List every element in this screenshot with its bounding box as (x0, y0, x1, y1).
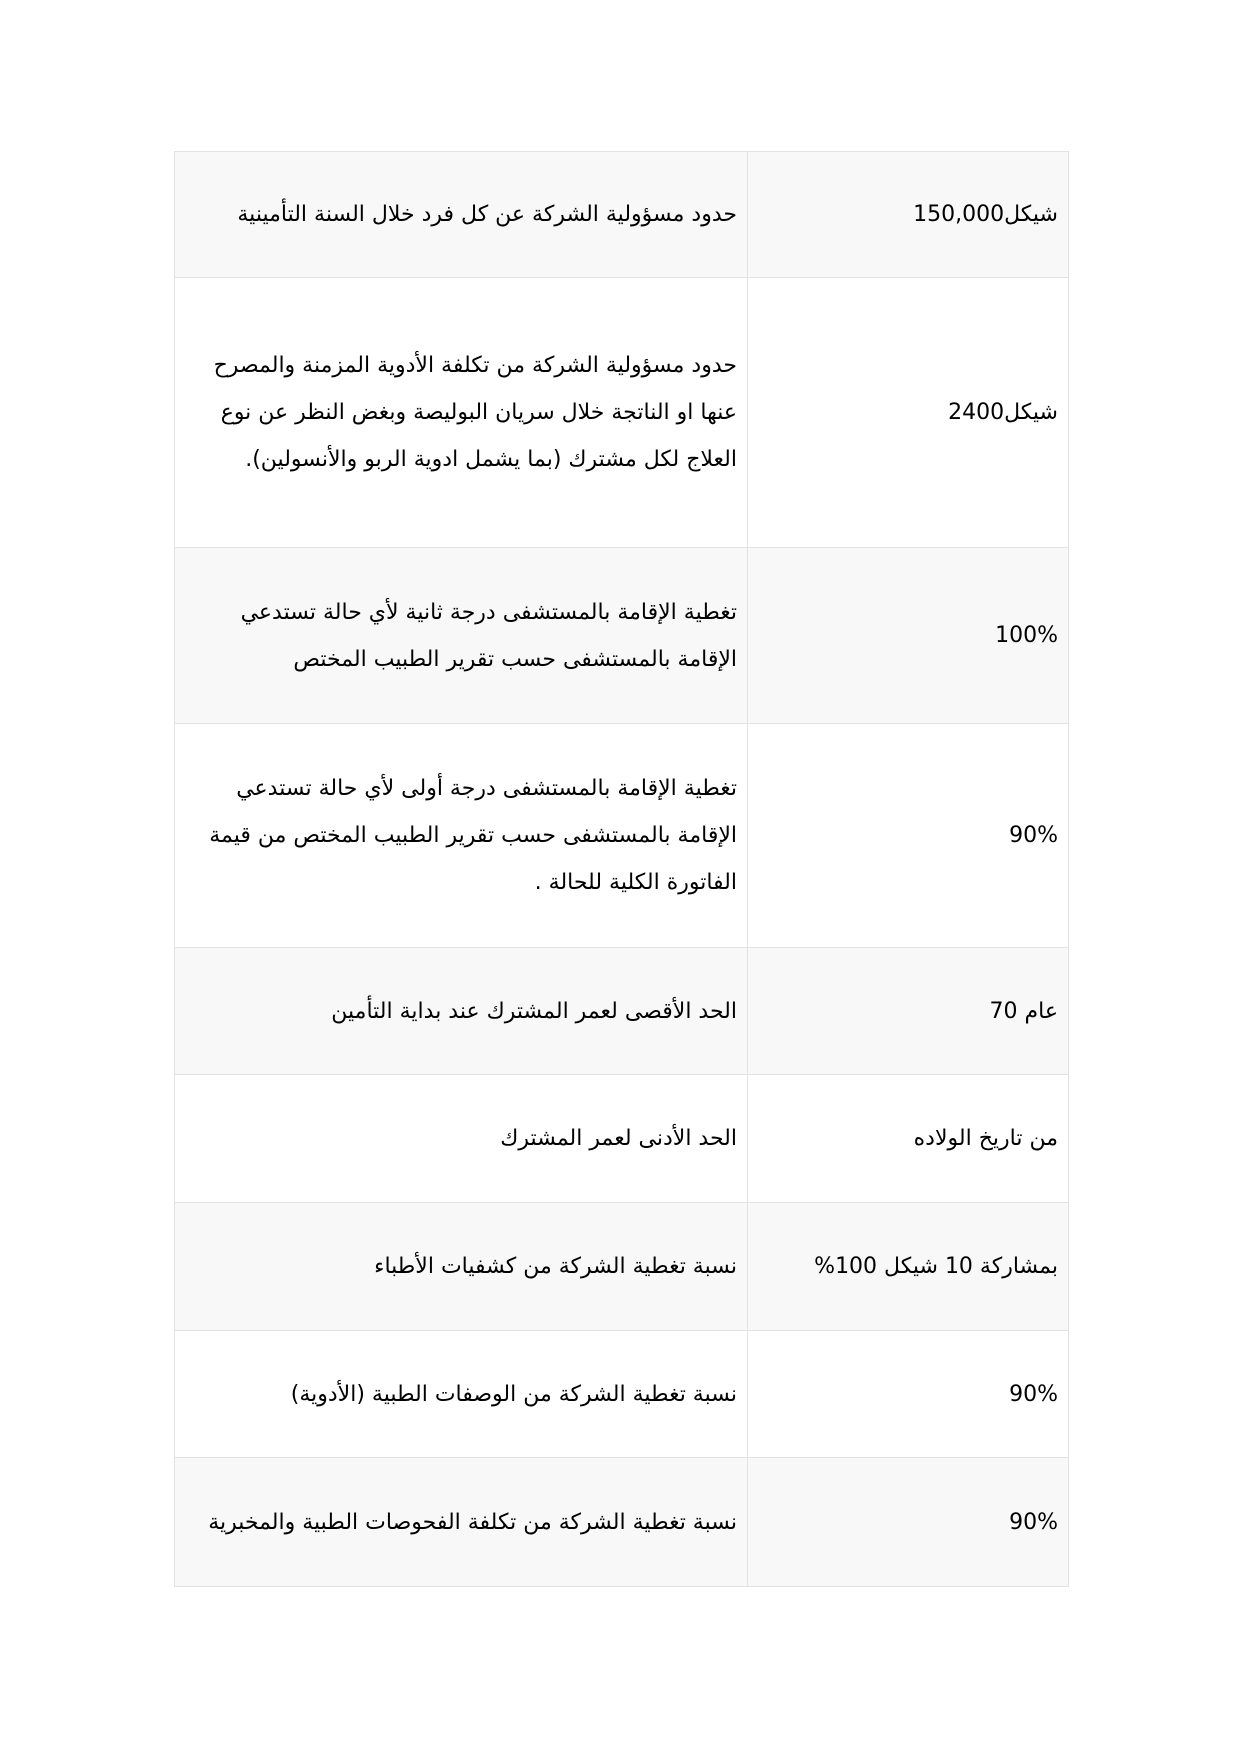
insurance-benefits-table (174, 151, 1069, 1587)
benefit-value: 90% (748, 1331, 1069, 1458)
benefit-description: الحد الأقصى لعمر المشترك عند بداية التأمين (175, 948, 748, 1075)
benefit-value: 90% (748, 1458, 1069, 1587)
table-row (175, 278, 1069, 548)
table-row (175, 1458, 1069, 1587)
benefit-value: من تاريخ الولاده (748, 1075, 1069, 1203)
benefit-description: حدود مسؤولية الشركة عن كل فرد خلال السنة التأمينية (175, 152, 748, 278)
table-row (175, 948, 1069, 1075)
benefit-description: نسبة تغطية الشركة من تكلفة الفحوصات الطبية والمخبرية (175, 1458, 748, 1587)
table-row (175, 152, 1069, 278)
table-row (175, 1075, 1069, 1203)
benefit-value: عام 70 (748, 948, 1069, 1075)
benefit-description: الحد الأدنى لعمر المشترك (175, 1075, 748, 1203)
benefit-description: تغطية الإقامة بالمستشفى درجة أولى لأي حالة تستدعي الإقامة بالمستشفى حسب تقرير الطبيب المختص من قيمة الفاتورة الكلية للحالة . (175, 724, 748, 948)
table-row (175, 548, 1069, 724)
table-row (175, 1331, 1069, 1458)
benefit-description: نسبة تغطية الشركة من كشفيات الأطباء (175, 1203, 748, 1331)
table-row (175, 1203, 1069, 1331)
benefit-description: نسبة تغطية الشركة من الوصفات الطبية (الأدوية) (175, 1331, 748, 1458)
benefit-value: 90% (748, 724, 1069, 948)
benefit-description: تغطية الإقامة بالمستشفى درجة ثانية لأي حالة تستدعي الإقامة بالمستشفى حسب تقرير الطبيب المختص (175, 548, 748, 724)
benefit-value: شيكل150,000 (748, 152, 1069, 278)
table-row (175, 724, 1069, 948)
benefit-value: 100% (748, 548, 1069, 724)
benefit-value: شيكل2400 (748, 278, 1069, 548)
benefit-value: بمشاركة 10 شيكل 100% (748, 1203, 1069, 1331)
benefit-description: حدود مسؤولية الشركة من تكلفة الأدوية المزمنة والمصرح عنها او الناتجة خلال سريان البوليصة وبغض النظر عن نوع العلاج لكل مشترك (بما يشمل ادوية الربو والأنسولين). (175, 278, 748, 548)
document-page (174, 151, 1068, 1587)
